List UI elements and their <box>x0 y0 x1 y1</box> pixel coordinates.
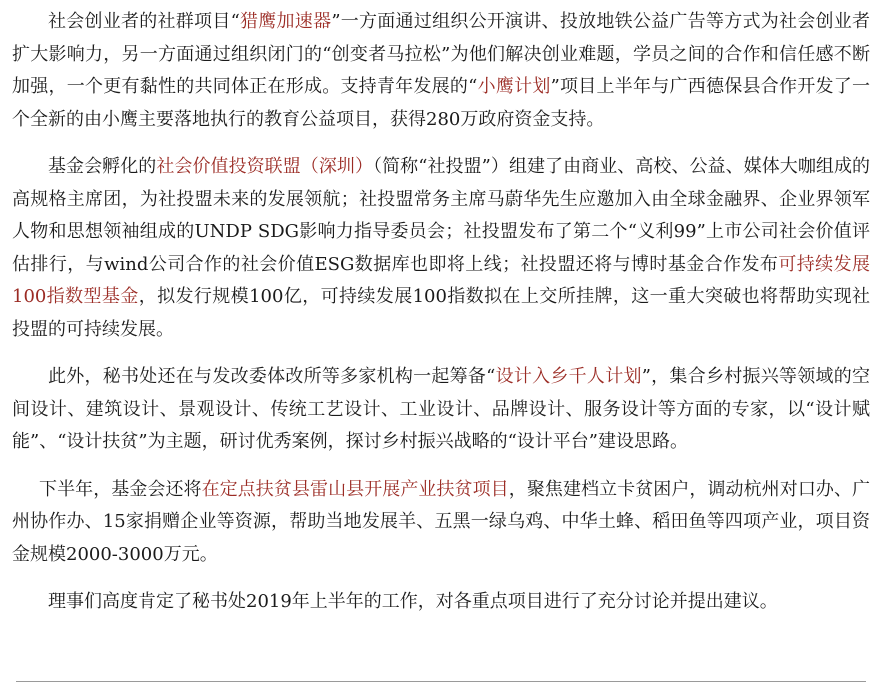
para1-text-1: 社会创业者的社群项目“ <box>48 11 240 32</box>
para2-text-1: 基金会孵化的 <box>48 156 157 177</box>
paragraph-board-affirmation <box>12 586 870 619</box>
highlight-little-eagle-plan: 小鹰计划 <box>477 76 551 97</box>
para2-text-3: ，拟发行规模100亿，可持续发展100指数拟在上交所挂牌，这一重大突破也将帮助实现社投盟的可持续发展。 <box>12 286 870 340</box>
bottom-divider <box>16 681 866 682</box>
para2-text-2: （简称“社投盟”）组建了由商业、高校、公益、媒体大咖组成的高规格主席团，为社投盟未来的发展领航；社投盟常务主席马蔚华先生应邀加入由全球金融界、企业界领军人物和思想领袖组成的UNDP SDG影响力指导委员会；社投盟发布了第二个“义利99”上市公司社会价值评估排行，与wind公司合作的社会价值ESG数据库也即将上线；社投盟还将与博时基金合作发布 <box>12 156 871 275</box>
highlight-social-value-investment-alliance: 社会价值投资联盟（深圳） <box>156 156 374 177</box>
para3-text-1: 此外，秘书处还在与发改委体改所等多家机构一起筹备“ <box>48 366 496 387</box>
paragraph-falcon-accelerator <box>12 6 870 136</box>
paragraph-leishan-poverty-project <box>12 474 870 572</box>
paragraph-social-value-alliance <box>12 151 870 346</box>
highlight-design-rural-thousand-plan: 设计入乡千人计划 <box>495 366 642 387</box>
highlight-leishan-industry-project: 在定点扶贫县雷山县开展产业扶贫项目 <box>201 478 509 500</box>
para4-text-2: ，聚焦建档立卡贫困户，调动杭州对口办、广州协作办、15家捐赠企业等资源，帮助当地发展羊、五黑一绿乌鸡、中华土蜂、稻田鱼等四项产业，项目资金规模2000-3000万元。 <box>12 478 871 565</box>
article-body <box>12 6 870 634</box>
para1-text-2: ”一方面通过组织公开演讲、投放地铁公益广告等方式为社会创业者扩大影响力，另一方面通过组织闭门的“创变者马拉松”为他们解决创业难题，学员之间的合作和信任感不断加强，一个更有黏性的共同体正在形成。支持青年发展的“ <box>12 11 870 97</box>
para5-text-1: 理事们高度肯定了秘书处2019年上半年的工作，对各重点项目进行了充分讨论并提出建议。 <box>48 591 778 612</box>
para4-text-1: 下半年，基金会还将 <box>39 478 202 500</box>
paragraph-design-rural-plan <box>12 361 870 459</box>
highlight-falcon-accelerator: 猎鹰加速器 <box>239 11 332 32</box>
para1-text-3: ”项目上半年与广西德保县合作开发了一个全新的由小鹰主要落地执行的教育公益项目，获得280万政府资金支持。 <box>12 76 871 130</box>
para3-text-2: ”，集合乡村振兴等领域的空间设计、建筑设计、景观设计、传统工艺设计、工业设计、品牌设计、服务设计等方面的专家，以“设计赋能”、“设计扶贫”为主题，研讨优秀案例，探讨乡村振兴战略的“设计平台”建设思路。 <box>12 366 871 452</box>
highlight-sustainable-100-index-fund: 可持续发展100指数型基金 <box>12 253 871 307</box>
